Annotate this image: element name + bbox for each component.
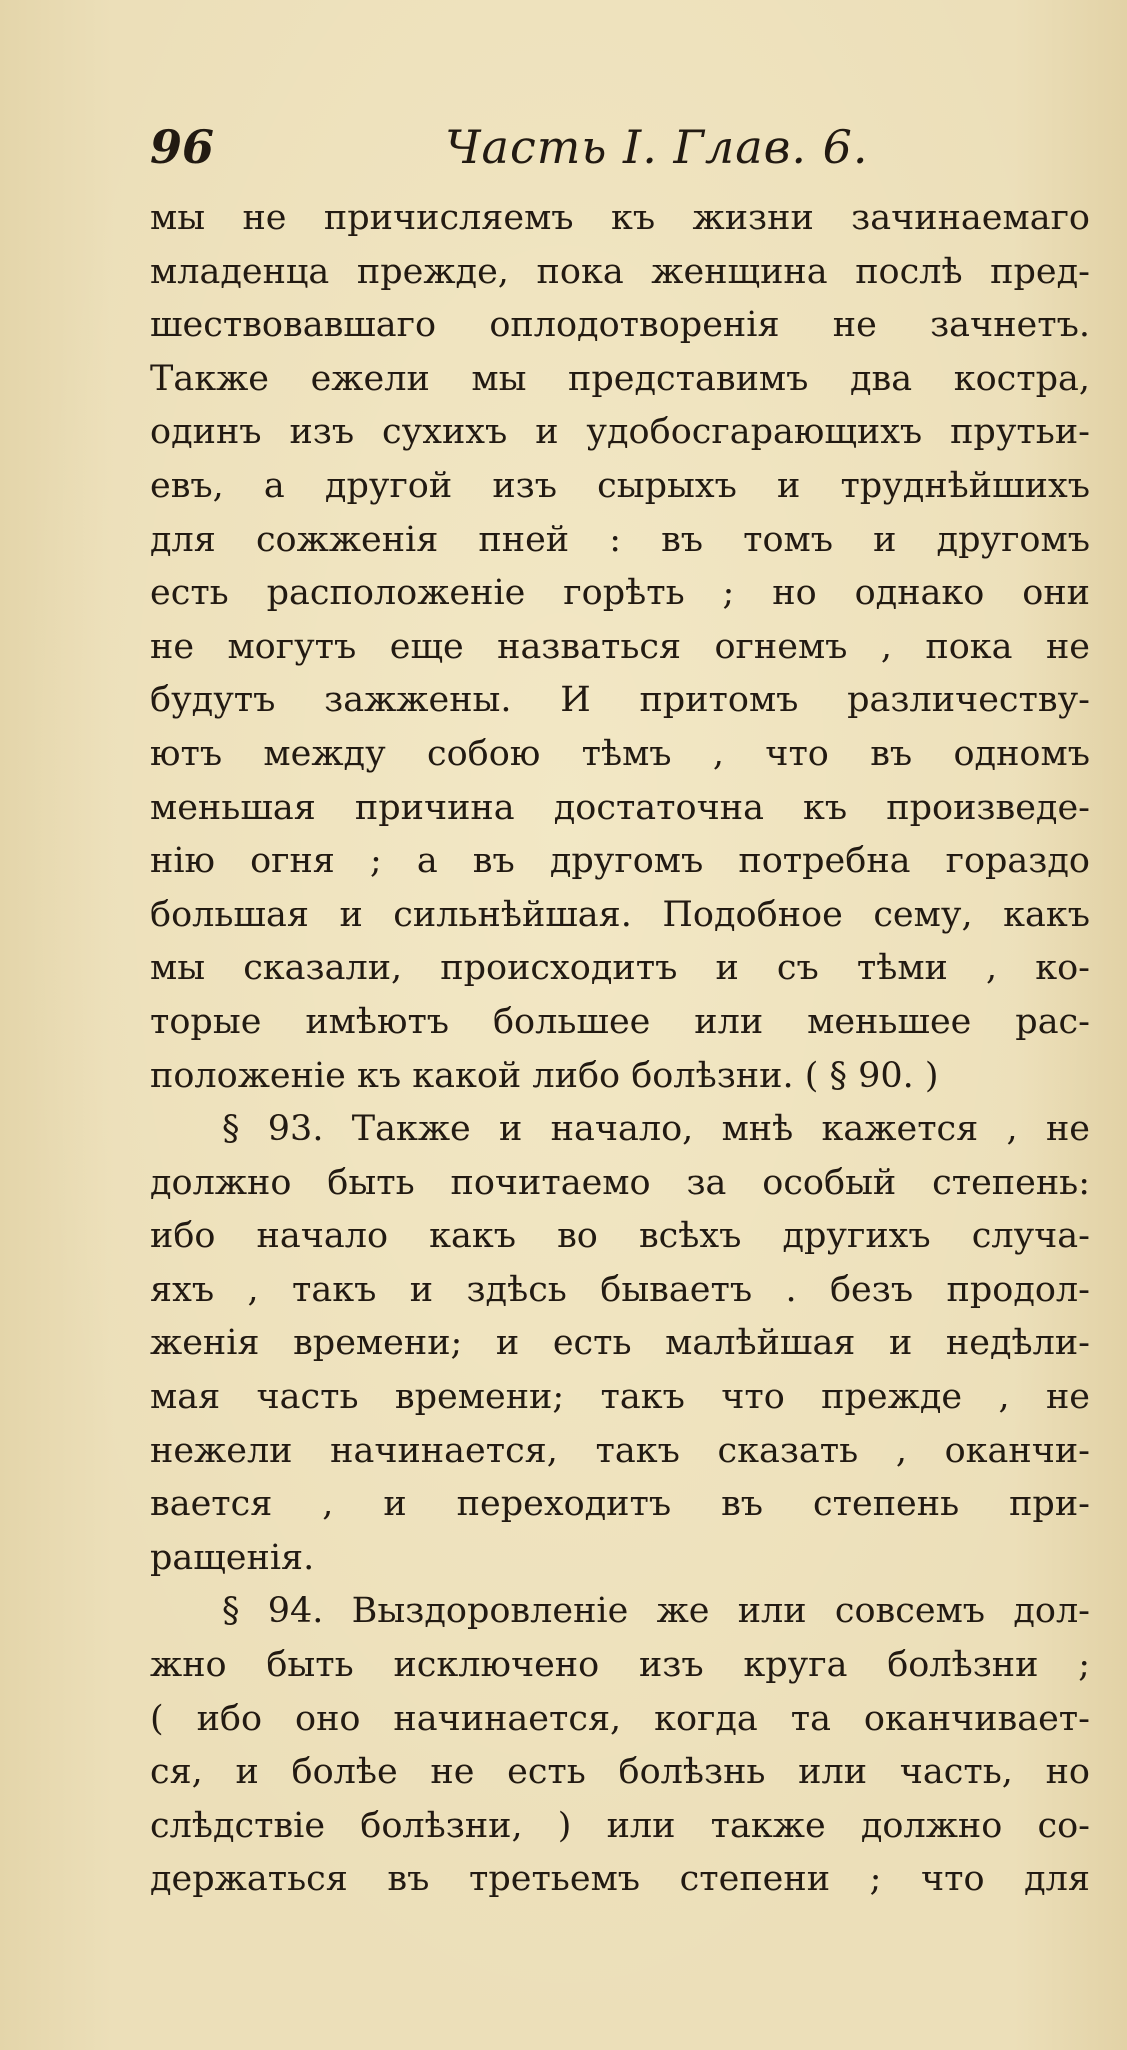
paragraph-93-start: § 93. Также и начало, мнѣ кажется , не bbox=[222, 1109, 1090, 1150]
body-text bbox=[150, 192, 1090, 1907]
text-line: вается , и переходитъ въ степень при- bbox=[150, 1484, 1090, 1525]
text-line: есть расположеніе горѣть ; но однако они bbox=[150, 573, 1090, 614]
text-line: ибо начало какъ во всѣхъ другихъ случа- bbox=[150, 1216, 1090, 1257]
text-line: меньшая причина достаточна къ произведе- bbox=[150, 787, 1090, 828]
text-line: мы не причисляемъ къ жизни зачинаемаго bbox=[150, 198, 1090, 238]
text-line: торые имѣютъ большее или меньшее рас- bbox=[150, 1001, 1090, 1042]
paragraph-94-start: § 94. Выздоровленіе же или совсемъ дол- bbox=[222, 1591, 1090, 1632]
text-line: ся, и болѣе не есть болѣзнь или часть, но bbox=[150, 1752, 1090, 1793]
text-line: ютъ между собою тѣмъ , что въ одномъ bbox=[150, 733, 1090, 774]
page-number: 96 bbox=[150, 120, 215, 174]
text-line: мая часть времени; такъ что прежде , не bbox=[150, 1377, 1090, 1418]
text-line: держаться въ третьемъ степени ; что для bbox=[150, 1859, 1090, 1900]
text-line: мы сказали, происходитъ и съ тѣми , ко- bbox=[150, 948, 1090, 989]
text-line: слѣдствіе болѣзни, ) или также должно со- bbox=[150, 1805, 1090, 1846]
text-line: нежели начинается, такъ сказать , оканчи- bbox=[150, 1430, 1090, 1471]
text-line: нію огня ; а въ другомъ потребна гораздо bbox=[150, 841, 1090, 882]
text-line: ращенія. bbox=[150, 1537, 315, 1578]
text-line: шествовавшаго оплодотворенія не зачнетъ. bbox=[150, 305, 1090, 346]
text-line: евъ, а другой изъ сырыхъ и труднѣйшихъ bbox=[150, 465, 1090, 506]
text-line: большая и сильнѣйшая. Подобное сему, какъ bbox=[150, 894, 1090, 935]
text-line: будутъ зажжены. И притомъ различеству- bbox=[150, 680, 1090, 721]
text-line: женія времени; и есть малѣйшая и недѣли- bbox=[150, 1323, 1090, 1364]
text-line: не могутъ еще назваться огнемъ , пока не bbox=[150, 626, 1090, 667]
text-line: Также ежели мы представимъ два костра, bbox=[150, 358, 1090, 399]
text-line: одинъ изъ сухихъ и удобосгарающихъ прутьи- bbox=[150, 412, 1090, 453]
text-line: младенца прежде, пока женщина послѣ пред- bbox=[150, 251, 1090, 292]
text-line: яхъ , такъ и здѣсь бываетъ . безъ продол- bbox=[150, 1269, 1090, 1310]
text-line: должно быть почитаемо за особый степень: bbox=[150, 1162, 1090, 1203]
text-line: для сожженія пней : въ томъ и другомъ bbox=[150, 519, 1090, 560]
text-line: ( ибо оно начинается, когда та оканчивает- bbox=[150, 1698, 1090, 1739]
page-header bbox=[150, 112, 950, 182]
running-head: Часть I. Глав. 6. bbox=[445, 120, 869, 174]
text-line: жно быть исключено изъ круга болѣзни ; bbox=[150, 1645, 1090, 1686]
text-line: положеніе къ какой либо болѣзни. ( § 90. ) bbox=[150, 1055, 939, 1096]
